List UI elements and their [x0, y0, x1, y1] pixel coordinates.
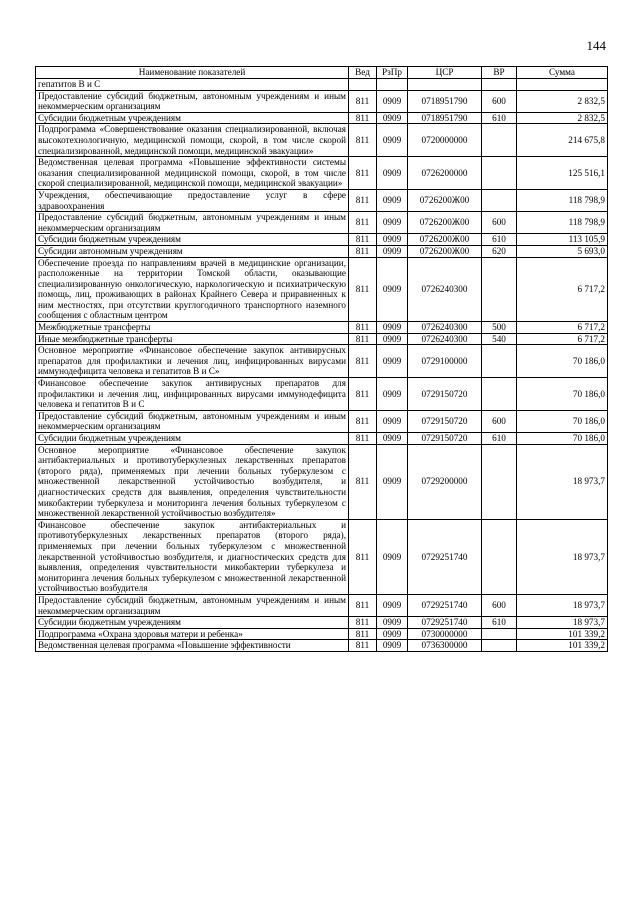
- cell-rzpr: 0909: [377, 640, 408, 652]
- cell-vr: 500: [482, 322, 517, 334]
- cell-csr: 0729150720: [408, 378, 482, 411]
- cell-rzpr: 0909: [377, 212, 408, 234]
- cell-sum: 18 973,7: [517, 519, 608, 594]
- cell-vr: [482, 257, 517, 322]
- cell-name: Основное мероприятие «Финансовое обеспечение закупок антибактериальных и противотуберкулезных лекарственных препаратов (второго ряда), применяемых при лечении больных туберкулезом с множественной лекарственной устойчивостью возбудителя, и диагностических средств для выявления, определения чувствительности микобактерии туберкулеза и мониторинга лечения больных туберкулезом с множественной лекарственной устойчивостью возбудителя»: [36, 444, 349, 519]
- cell-ved: 811: [349, 189, 377, 211]
- cell-vr: [482, 628, 517, 640]
- header-ved: Вед: [349, 67, 377, 79]
- cell-vr: [482, 640, 517, 652]
- cell-ved: [349, 79, 377, 91]
- cell-ved: 811: [349, 90, 377, 112]
- cell-sum: 18 973,7: [517, 617, 608, 629]
- cell-rzpr: 0909: [377, 345, 408, 378]
- table-header-row: [36, 67, 608, 79]
- table-row: [36, 444, 608, 519]
- cell-name: Финансовое обеспечение закупок антибактериальных и противотуберкулезных лекарственных препаратов (второго ряда), применяемых при лечении больных туберкулезом с множественной лекарственной устойчивостью возбудителя, и диагностических средств для выявления, определения чувствительности микобактерии туберкулеза и мониторинга лечения больных туберкулезом с множественной лекарственной устойчивостью возбудителя: [36, 519, 349, 594]
- cell-vr: 610: [482, 433, 517, 445]
- cell-vr: [482, 519, 517, 594]
- header-sum: Сумма: [517, 67, 608, 79]
- cell-name: Субсидии автономным учреждениям: [36, 245, 349, 257]
- cell-csr: 0729251740: [408, 594, 482, 616]
- cell-ved: 811: [349, 444, 377, 519]
- cell-csr: 0729200000: [408, 444, 482, 519]
- cell-csr: 0726200Ж00: [408, 189, 482, 211]
- cell-rzpr: 0909: [377, 378, 408, 411]
- cell-vr: [482, 378, 517, 411]
- cell-sum: [517, 79, 608, 91]
- cell-rzpr: 0909: [377, 410, 408, 432]
- cell-name: Ведомственная целевая программа «Повышение эффективности: [36, 640, 349, 652]
- header-rzpr: РзПр: [377, 67, 408, 79]
- cell-name: Финансовое обеспечение закупок антивирусных препаратов для профилактики и лечения лиц, инфицированных вирусами иммунодефицита человека и гепатитов В и С: [36, 378, 349, 411]
- cell-ved: 811: [349, 378, 377, 411]
- cell-vr: [482, 444, 517, 519]
- cell-name: Предоставление субсидий бюджетным, автономным учреждениям и иным некоммерческим организациям: [36, 594, 349, 616]
- table-row: [36, 345, 608, 378]
- cell-name: Субсидии бюджетным учреждениям: [36, 112, 349, 124]
- table-row: [36, 519, 608, 594]
- table-row: [36, 640, 608, 652]
- cell-csr: 0718951790: [408, 90, 482, 112]
- cell-rzpr: 0909: [377, 245, 408, 257]
- cell-sum: 70 186,0: [517, 378, 608, 411]
- cell-sum: 101 339,2: [517, 640, 608, 652]
- cell-vr: 610: [482, 234, 517, 246]
- cell-sum: 5 693,0: [517, 245, 608, 257]
- table-row: [36, 212, 608, 234]
- cell-ved: 811: [349, 112, 377, 124]
- cell-csr: 0726200000: [408, 157, 482, 190]
- table-row: [36, 90, 608, 112]
- cell-vr: [482, 124, 517, 157]
- cell-rzpr: 0909: [377, 322, 408, 334]
- cell-vr: 600: [482, 594, 517, 616]
- cell-rzpr: 0909: [377, 189, 408, 211]
- cell-rzpr: 0909: [377, 234, 408, 246]
- table-row: [36, 112, 608, 124]
- cell-csr: 0726200Ж00: [408, 212, 482, 234]
- cell-ved: 811: [349, 245, 377, 257]
- cell-name: Предоставление субсидий бюджетным, автономным учреждениям и иным некоммерческим организациям: [36, 90, 349, 112]
- cell-name: Предоставление субсидий бюджетным, автономным учреждениям и иным некоммерческим организациям: [36, 212, 349, 234]
- cell-sum: 6 717,2: [517, 257, 608, 322]
- cell-rzpr: [377, 79, 408, 91]
- cell-rzpr: 0909: [377, 628, 408, 640]
- cell-name: Иные межбюджетные трансферты: [36, 333, 349, 345]
- cell-ved: 811: [349, 345, 377, 378]
- cell-csr: 0736300000: [408, 640, 482, 652]
- cell-csr: 0726200Ж00: [408, 234, 482, 246]
- cell-ved: 811: [349, 333, 377, 345]
- cell-ved: 811: [349, 594, 377, 616]
- cell-rzpr: 0909: [377, 157, 408, 190]
- cell-sum: 18 973,7: [517, 444, 608, 519]
- header-name: Наименование показателей: [36, 67, 349, 79]
- cell-csr: 0729150720: [408, 410, 482, 432]
- cell-sum: 2 832,5: [517, 112, 608, 124]
- cell-vr: [482, 79, 517, 91]
- table-row: [36, 378, 608, 411]
- cell-ved: 811: [349, 617, 377, 629]
- cell-sum: 118 798,9: [517, 189, 608, 211]
- cell-name: Субсидии бюджетным учреждениям: [36, 433, 349, 445]
- cell-ved: 811: [349, 410, 377, 432]
- cell-rzpr: 0909: [377, 257, 408, 322]
- cell-vr: 610: [482, 617, 517, 629]
- cell-vr: [482, 345, 517, 378]
- header-csr: ЦСР: [408, 67, 482, 79]
- cell-ved: 811: [349, 257, 377, 322]
- cell-sum: 70 186,0: [517, 433, 608, 445]
- cell-vr: 600: [482, 212, 517, 234]
- cell-rzpr: 0909: [377, 333, 408, 345]
- cell-sum: 2 832,5: [517, 90, 608, 112]
- cell-rzpr: 0909: [377, 444, 408, 519]
- cell-csr: 0730000000: [408, 628, 482, 640]
- cell-ved: 811: [349, 628, 377, 640]
- cell-name: гепатитов В и С: [36, 79, 349, 91]
- cell-name: Учреждения, обеспечивающие предоставление услуг в сфере здравоохранения: [36, 189, 349, 211]
- table-row: [36, 333, 608, 345]
- cell-name: Субсидии бюджетным учреждениям: [36, 234, 349, 246]
- cell-name: Субсидии бюджетным учреждениям: [36, 617, 349, 629]
- cell-ved: 811: [349, 433, 377, 445]
- cell-rzpr: 0909: [377, 519, 408, 594]
- table-row: [36, 157, 608, 190]
- cell-sum: 6 717,2: [517, 322, 608, 334]
- cell-sum: 101 339,2: [517, 628, 608, 640]
- table-row: [36, 410, 608, 432]
- cell-vr: [482, 189, 517, 211]
- cell-ved: 811: [349, 212, 377, 234]
- cell-csr: [408, 79, 482, 91]
- cell-ved: 811: [349, 640, 377, 652]
- cell-vr: 610: [482, 112, 517, 124]
- cell-rzpr: 0909: [377, 617, 408, 629]
- cell-csr: 0729150720: [408, 433, 482, 445]
- cell-csr: 0729100000: [408, 345, 482, 378]
- cell-sum: 125 516,1: [517, 157, 608, 190]
- cell-sum: 113 105,9: [517, 234, 608, 246]
- cell-csr: 0718951790: [408, 112, 482, 124]
- table-row: [36, 257, 608, 322]
- cell-sum: 18 973,7: [517, 594, 608, 616]
- cell-vr: 540: [482, 333, 517, 345]
- cell-sum: 70 186,0: [517, 410, 608, 432]
- cell-sum: 6 717,2: [517, 333, 608, 345]
- cell-rzpr: 0909: [377, 594, 408, 616]
- cell-sum: 70 186,0: [517, 345, 608, 378]
- cell-csr: 0726240300: [408, 333, 482, 345]
- cell-vr: 620: [482, 245, 517, 257]
- table-row: [36, 594, 608, 616]
- table-row: [36, 322, 608, 334]
- cell-csr: 0729251740: [408, 519, 482, 594]
- cell-ved: 811: [349, 322, 377, 334]
- cell-csr: 0726200Ж00: [408, 245, 482, 257]
- cell-name: Обеспечение проезда по направлениям врачей в медицинские организации, расположенные на территории Томской области, оказывающие специализированную онкологическую, наркологическую и психиатрическую помощь, лиц, проживающих в районах Крайнего Севера и приравненных к ним местностях, при отсутствии круглогодичного транспортного наземного сообщения с областным центром: [36, 257, 349, 322]
- cell-name: Ведомственная целевая программа «Повышение эффективности системы оказания специализированной медицинской помощи, скорой, в том числе скорой специализированной, медицинской помощи, медицинской эвакуации»: [36, 157, 349, 190]
- cell-csr: 0726240300: [408, 257, 482, 322]
- cell-name: Межбюджетные трансферты: [36, 322, 349, 334]
- table-row: [36, 189, 608, 211]
- cell-name: Подпрограмма «Совершенствование оказания специализированной, включая высокотехнологичную, медицинской помощи, скорой, в том числе скорой специализированной, медицинской помощи, медицинской эвакуации»: [36, 124, 349, 157]
- cell-ved: 811: [349, 234, 377, 246]
- cell-vr: 600: [482, 410, 517, 432]
- page-number: 144: [586, 38, 606, 53]
- table-row: [36, 617, 608, 629]
- cell-ved: 811: [349, 157, 377, 190]
- cell-name: Предоставление субсидий бюджетным, автономным учреждениям и иным некоммерческим организациям: [36, 410, 349, 432]
- cell-rzpr: 0909: [377, 124, 408, 157]
- cell-rzpr: 0909: [377, 90, 408, 112]
- table-row: [36, 245, 608, 257]
- cell-rzpr: 0909: [377, 112, 408, 124]
- table-row: [36, 124, 608, 157]
- cell-ved: 811: [349, 124, 377, 157]
- table-row: [36, 234, 608, 246]
- budget-table: [35, 66, 608, 652]
- cell-csr: 0726240300: [408, 322, 482, 334]
- cell-name: Основное мероприятие «Финансовое обеспечение закупок антивирусных препаратов для профилактики и лечения лиц, инфицированных вирусами иммунодефицита человека и гепатитов В и С»: [36, 345, 349, 378]
- cell-sum: 118 798,9: [517, 212, 608, 234]
- table-row: [36, 628, 608, 640]
- cell-csr: 0720000000: [408, 124, 482, 157]
- cell-vr: 600: [482, 90, 517, 112]
- table-row: [36, 79, 608, 91]
- cell-vr: [482, 157, 517, 190]
- cell-sum: 214 675,8: [517, 124, 608, 157]
- cell-name: Подпрограмма «Охрана здоровья матери и ребенка»: [36, 628, 349, 640]
- cell-rzpr: 0909: [377, 433, 408, 445]
- header-vr: ВР: [482, 67, 517, 79]
- cell-ved: 811: [349, 519, 377, 594]
- table-row: [36, 433, 608, 445]
- cell-csr: 0729251740: [408, 617, 482, 629]
